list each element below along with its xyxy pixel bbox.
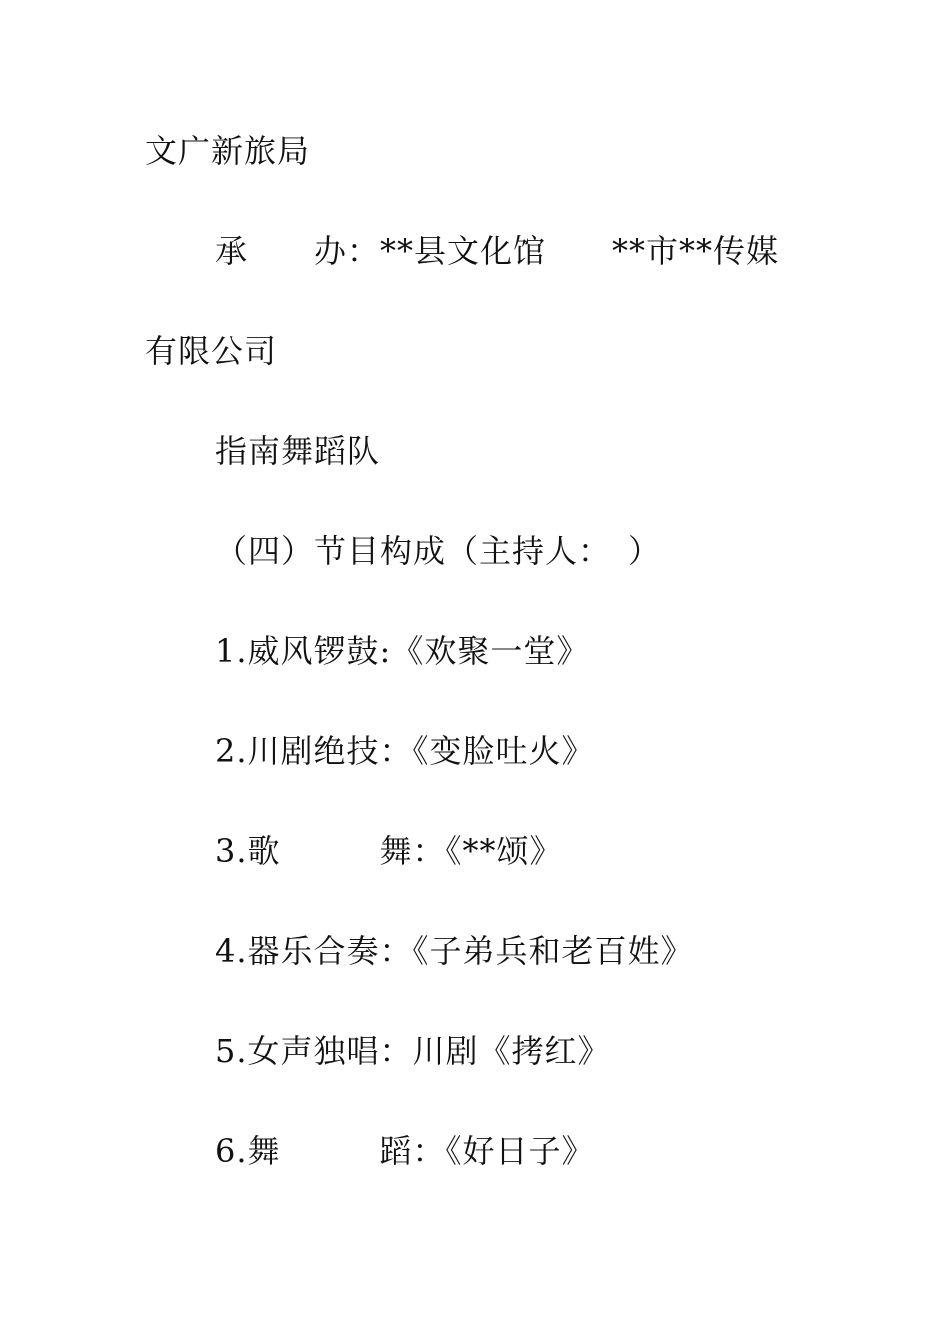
section-heading-program: （四）节目构成（主持人： ） (215, 532, 662, 570)
co-organizer-continuation: 有限公司 (145, 332, 278, 370)
program-item-5: 5.女声独唱：川剧《拷红》 (215, 1032, 611, 1070)
program-item-1: 1.威风锣鼓:《欢聚一堂》 (215, 632, 590, 670)
program-item-2: 2.川剧绝技：《变脸吐火》 (215, 732, 595, 770)
program-item-4: 4.器乐合奏：《子弟兵和老百姓》 (215, 932, 694, 970)
co-organizer-line: 承 办：**县文化馆 **市**传媒 (215, 232, 780, 270)
program-item-6: 6.舞 蹈：《好日子》 (215, 1132, 595, 1170)
program-item-3: 3.歌 舞：《**颂》 (215, 832, 563, 870)
organizer-continuation-line: 文广新旅局 (145, 132, 311, 170)
dance-team-line: 指南舞蹈队 (215, 432, 381, 470)
